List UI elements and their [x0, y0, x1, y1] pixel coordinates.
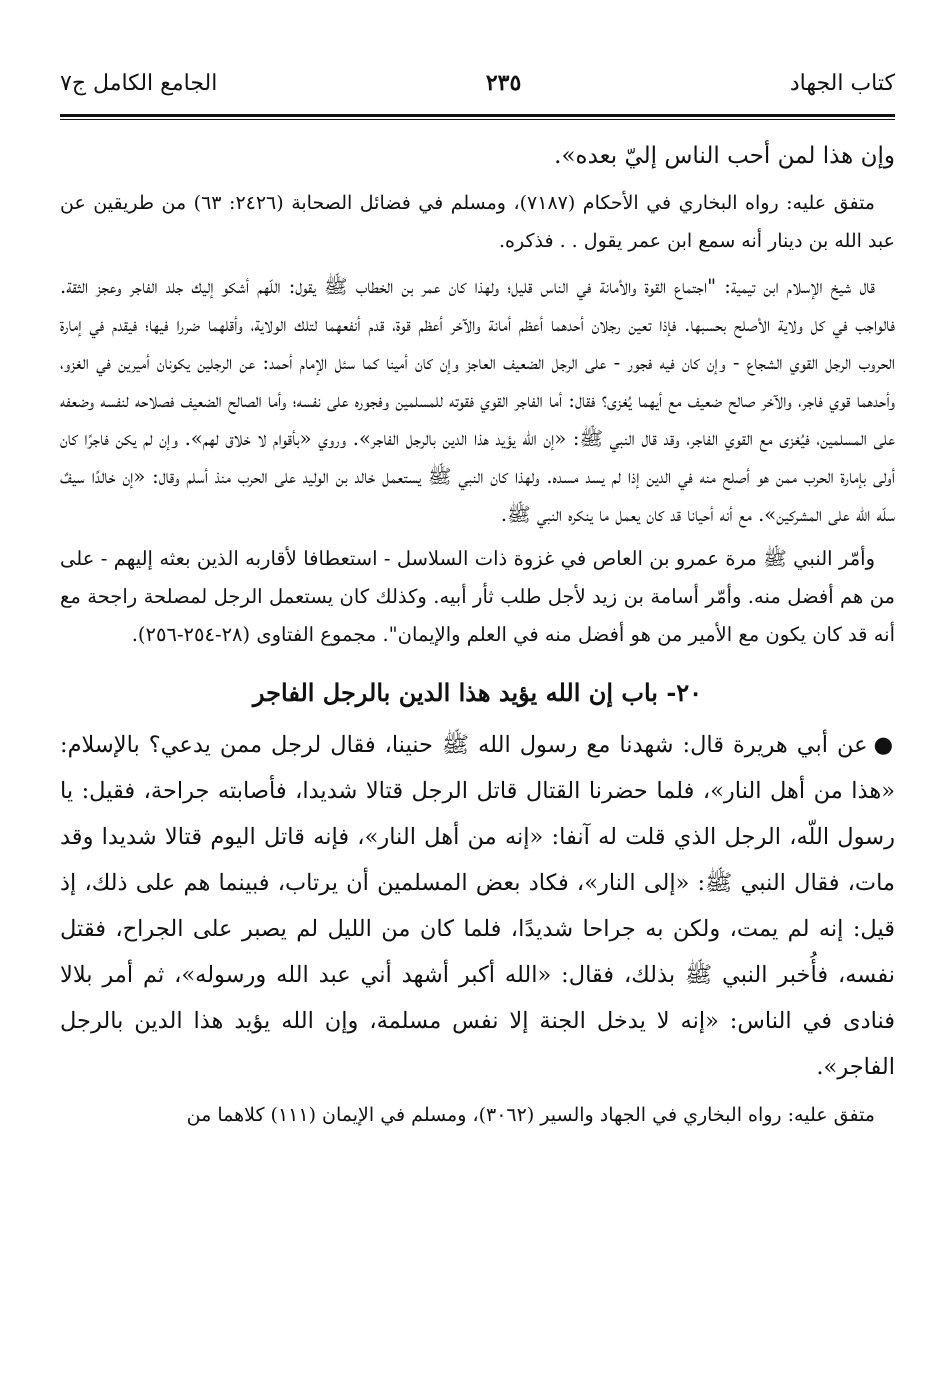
running-header	[60, 70, 895, 110]
chapter-heading: ٢٠- باب إن الله يؤيد هذا الدين بالرجل الفاجر	[252, 678, 703, 707]
hadith-text	[60, 722, 895, 1090]
footnote-takhrij-2: متفق عليه: رواه البخاري في الجهاد والسير (٣٠٦٢)، ومسلم في الإيمان (١١١) كلاهما من	[186, 1104, 875, 1126]
header-rule-thin	[60, 119, 895, 120]
header-section-title: كتاب الجهاد	[789, 71, 895, 96]
footnote-takhrij-1: متفق عليه: رواه البخاري في الأحكام (٧١٨٧)، ومسلم في فضائل الصحابة (٢٤٢٦: ٦٣) من طريقين عن عبد الله بن دينار أنه سمع ابن عمر يقول . . فذكره.	[60, 192, 895, 252]
bullet-icon: ●	[873, 732, 895, 758]
book-page	[60, 70, 895, 1142]
opening-line: وإن هذا لمن أحب الناس إليّ بعده».	[554, 143, 895, 169]
page-number: ٢٣٥	[485, 70, 522, 96]
ibn-taymiyya-paragraph-2: وأمّر النبي ﷺ مرة عمرو بن العاص في غزوة ذات السلاسل - استعطافا لأقاربه الذين بعثه إليهم - على من هم أفضل منه. وأمّر أسامة بن زيد لأجل طلب ثأر أبيه. وكذلك كان يستعمل الرجل لمصلحة راجحة مع أنه قد كان يكون مع الأمير من هو أفضل منه في العلم والإيمان". مجموع الفتاوى (٢٨-٢٥٤-٢٥٦).	[60, 547, 895, 646]
header-rule-thick	[60, 114, 895, 117]
hadith-body: عن أبي هريرة قال: شهدنا مع رسول الله ﷺ حنينا، فقال لرجل ممن يدعي؟ بالإسلام: «هذا من أهل النار»، فلما حضرنا القتال قاتل الرجل قتالا شديدا، فأصابته جراحة، فقيل: يا رسول اللّه، الرجل الذي قلت له آنفا: «إنه من أهل النار»، فإنه قاتل اليوم قتالا شديدا وقد مات، فقال النبي ﷺ: «إلى النار»، فكاد بعض المسلمين أن يرتاب، فبينما هم على ذلك، إذ قيل: إنه لم يمت، ولكن به جراحا شديدًا، فلما كان من الليل لم يصبر على الجراح، فقتل نفسه، فأُخبر النبي ﷺ بذلك، فقال: «الله أكبر أشهد أني عبد الله ورسوله»، ثم أمر بلالا فنادى في الناس: «إنه لا يدخل الجنة إلا نفس مسلمة، وإن الله يؤيد هذا الدين بالرجل الفاجر».	[60, 732, 895, 1080]
header-book-title: الجامع الكامل ج٧	[60, 71, 218, 96]
ibn-taymiyya-paragraph-1: قال شيخ الإسلام ابن تيمية: "اجتماع القوة والأمانة في الناس قليل؛ ولهذا كان عمر بن الخطاب ﷺ يقول: اللّهم أشكو إليك جلد الفاجر وعجز الثقة. فالواجب في كل ولاية الأصلح بحسبها. فإذا تعين رجلان أحدهما أعظم أمانة والآخر أعظم قوة، قدم أنفعهما لتلك الولاية، وأقلهما ضررا فيها؛ فيقدم في إمارة الحروب الرجل القوي الشجاع - وإن كان فيه فجور - على الرجل الضعيف العاجز وإن كان أمينا كما سئل الإمام أحمد: عن الرجلين يكونان أميرين في الغزو، وأحدهما قوي فاجر، والآخر صالح ضعيف مع أيهما يُغزى؟ فقال: أما الفاجر القوي فقوته للمسلمين وفجوره على نفسه؛ وأما الصالح الضعيف فصلاحه لنفسه وضعفه على المسلمين، فيُغزى مع القوي الفاجر، وقد قال النبي ﷺ: «إن الله يؤيد هذا الدين بالرجل الفاجر». وروي «بأقوام لا خلاق لهم». وإن لم يكن فاجرًا كان أولى بإمارة الحرب ممن هو أصلح منه في الدين إذا لم يسد مسده. ولهذا كان النبي ﷺ يستعمل خالد بن الوليد على الحرب منذ أسلم وقال: «إن خالدًا سيفٌ سلّه الله على المشركين». مع أنه أحيانا قد كان يعمل ما ينكره النبي ﷺ.	[60, 275, 895, 526]
